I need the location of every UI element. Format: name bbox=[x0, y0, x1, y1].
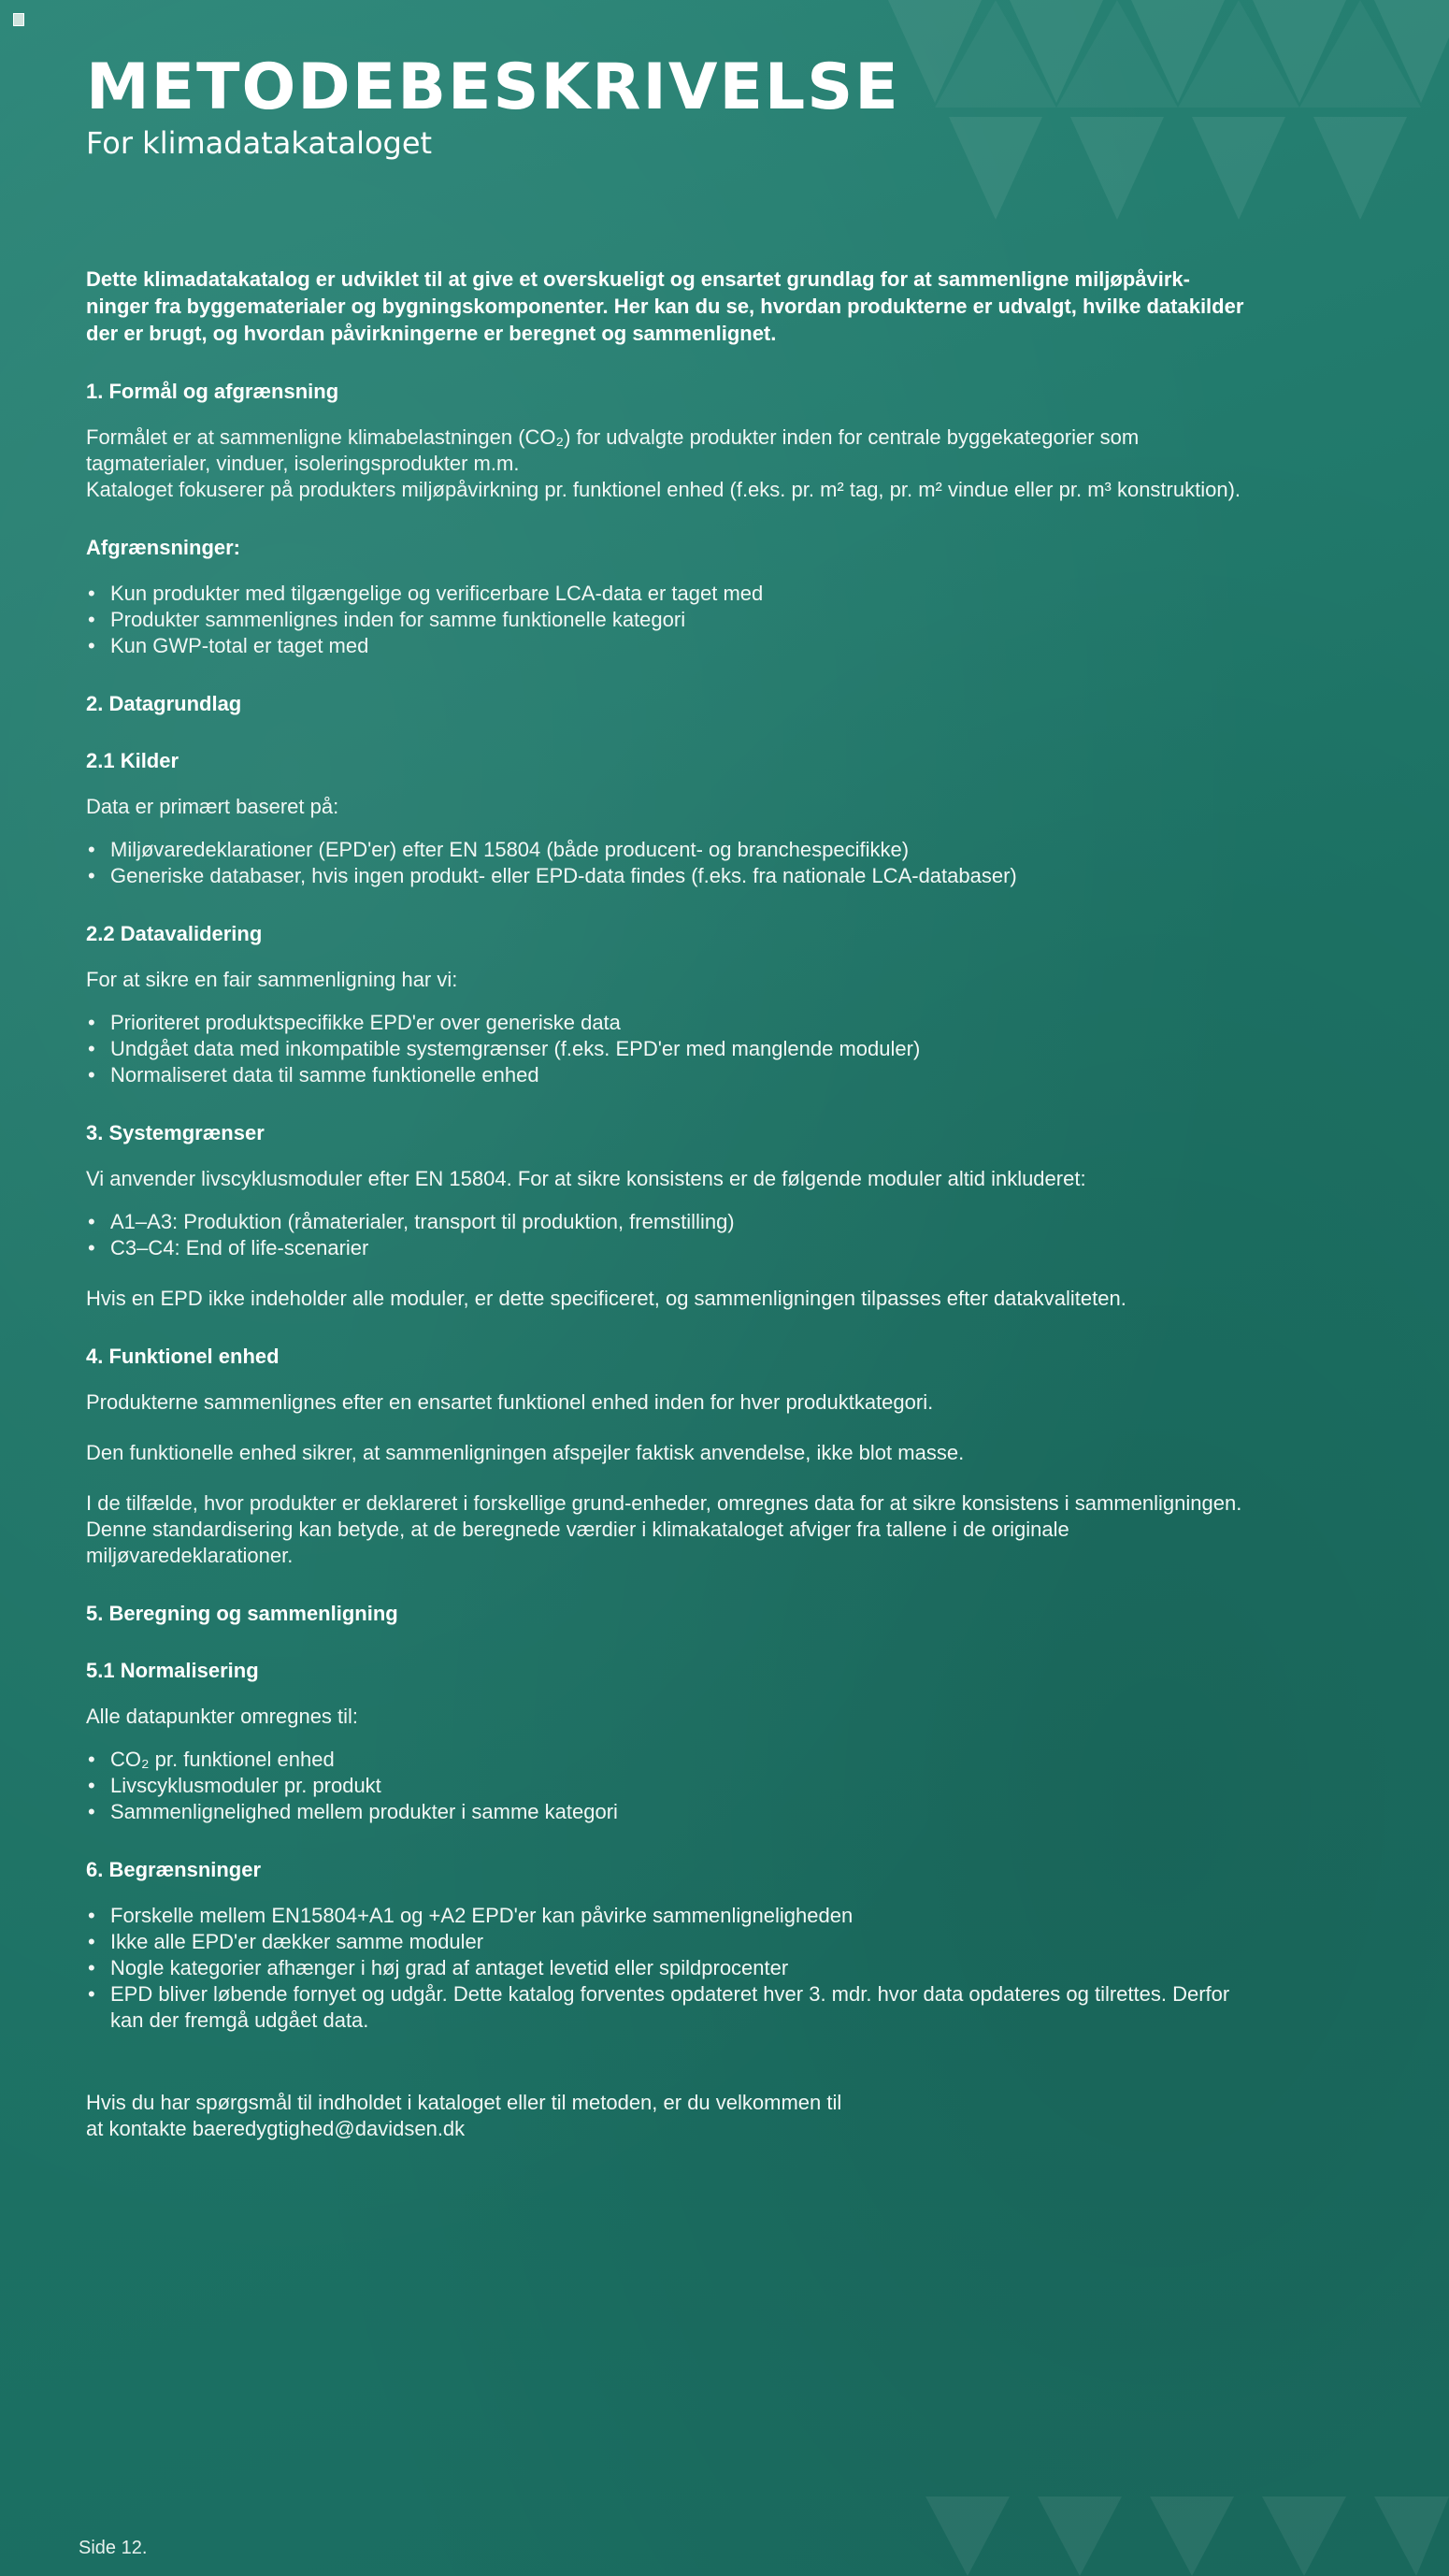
list-item: • CO₂ pr. funktionel enhed bbox=[86, 1747, 1245, 1773]
sources-intro: Data er primært baseret på: bbox=[86, 795, 339, 818]
method-description-page bbox=[86, 50, 1245, 2142]
page-title: METODEBESKRIVELSE bbox=[86, 50, 900, 124]
list-item: • Livscyklusmoduler pr. produkt bbox=[86, 1773, 1245, 1799]
limitations-list bbox=[86, 581, 1245, 659]
section-heading-purpose: 1. Formål og afgrænsning bbox=[86, 380, 339, 403]
intro-paragraph: Dette klimadatakatalog er udviklet til at give et overskueligt og ensartet grundlag for at sammenligne miljøpåvirkninger fra byggematerialer og bygningskomponenter. Her kan du se, hvordan produkterne er udvalgt, hvilke datakilder der er brugt, og hvordan påvirkningerne er beregnet og sammenlignet. bbox=[86, 267, 1244, 345]
list-item: • Miljøvaredeklarationer (EPD'er) efter EN 15804 (både producent- og branchespecifikke) bbox=[86, 837, 1245, 863]
section-heading-calculation: 5. Beregning og sammenligning bbox=[86, 1602, 398, 1625]
list-item: • Generiske databaser, hvis ingen produkt- eller EPD-data findes (f.eks. fra nationale LCA-databaser) bbox=[86, 863, 1245, 889]
validation-list bbox=[86, 1010, 1245, 1088]
section-heading-validation: 2.2 Datavalidering bbox=[86, 922, 263, 945]
section-heading-limitations: Afgrænsninger: bbox=[86, 536, 240, 559]
list-item: • Prioriteret produktspecifikke EPD'er over generiske data bbox=[86, 1010, 1245, 1036]
contact-line-1: Hvis du har spørgsmål til indholdet i kataloget eller til metoden, er du velkommen til bbox=[86, 2091, 842, 2114]
contact-line-2[interactable]: at kontakte baeredygtighed@davidsen.dk bbox=[86, 2117, 466, 2140]
functional-unit-text-2: Den funktionelle enhed sikrer, at sammenligningen afspejler faktisk anvendelse, ikke blot masse. bbox=[86, 1441, 965, 1464]
purpose-line-2: Kataloget fokuserer på produkters miljøpåvirkning pr. funktionel enhed (f.eks. pr. m² tag, pr. m² vindue eller pr. m³ konstruktion). bbox=[86, 478, 1241, 501]
list-item: • Undgået data med inkompatible systemgrænser (f.eks. EPD'er med manglende moduler) bbox=[86, 1036, 1245, 1062]
system-boundaries-intro: Vi anvender livscyklusmoduler efter EN 15804. For at sikre konsistens er de følgende moduler altid inkluderet: bbox=[86, 1167, 1086, 1190]
list-item: • Kun produkter med tilgængelige og verificerbare LCA-data er taget med bbox=[86, 581, 1245, 607]
list-item: • C3–C4: End of life-scenarier bbox=[86, 1235, 1245, 1261]
list-item: • Forskelle mellem EN15804+A1 og +A2 EPD'er kan påvirke sammenligneligheden bbox=[86, 1903, 1245, 1929]
system-boundaries-note: Hvis en EPD ikke indeholder alle moduler, er dette specificeret, og sammenligningen tilpasses efter datakvaliteten. bbox=[86, 1287, 1126, 1310]
page-number: Side 12. bbox=[79, 2538, 148, 2558]
functional-unit-text-3: I de tilfælde, hvor produkter er deklareret i forskellige grund-enheder, omregnes data for at sikre konsistens i sammenligningen. Denne standardisering kan betyde, at de beregnede værdier i klimakataloget afviger fra tallene i de originale miljøvaredeklarationer. bbox=[86, 1491, 1242, 1567]
list-item: • Sammenlignelighed mellem produkter i samme kategori bbox=[86, 1799, 1245, 1825]
sources-list bbox=[86, 837, 1245, 889]
normalization-list bbox=[86, 1747, 1245, 1825]
section-heading-constraints: 6. Begrænsninger bbox=[86, 1858, 262, 1881]
section-heading-data-basis: 2. Datagrundlag bbox=[86, 692, 242, 715]
section-heading-system-boundaries: 3. Systemgrænser bbox=[86, 1121, 265, 1144]
list-item: • Ikke alle EPD'er dækker samme moduler bbox=[86, 1929, 1245, 1955]
purpose-line-1: Formålet er at sammenligne klimabelastningen (CO₂) for udvalgte produkter inden for centrale byggekategorier som tagmaterialer, vinduer, isoleringsprodukter m.m. bbox=[86, 425, 1140, 475]
list-item: • Nogle kategorier afhænger i høj grad af antaget levetid eller spildprocenter bbox=[86, 1955, 1245, 1981]
list-item: • A1–A3: Produktion (råmaterialer, transport til produktion, fremstilling) bbox=[86, 1209, 1245, 1235]
validation-intro: For at sikre en fair sammenligning har vi: bbox=[86, 968, 458, 991]
functional-unit-text-1: Produkterne sammenlignes efter en ensartet funktionel enhed inden for hver produktkategori. bbox=[86, 1390, 934, 1414]
page-subtitle: For klimadatakataloget bbox=[86, 125, 433, 161]
section-heading-functional-unit: 4. Funktionel enhed bbox=[86, 1345, 280, 1368]
contact-text bbox=[86, 2090, 1245, 2142]
section-heading-sources: 2.1 Kilder bbox=[86, 749, 179, 772]
section-heading-normalization: 5.1 Normalisering bbox=[86, 1659, 259, 1682]
purpose-text bbox=[86, 425, 1245, 503]
list-item: • Produkter sammenlignes inden for samme funktionelle kategori bbox=[86, 607, 1245, 633]
constraints-list bbox=[86, 1903, 1245, 2034]
list-item: • EPD bliver løbende fornyet og udgår. Dette katalog forventes opdateret hver 3. mdr. hvor data opdateres og tilrettes. Derfor kan der fremgå udgået data. bbox=[86, 1981, 1245, 2034]
normalization-intro: Alle datapunkter omregnes til: bbox=[86, 1705, 359, 1728]
corner-marker bbox=[13, 13, 24, 26]
triangle-pattern-decoration-bottom bbox=[925, 2487, 1449, 2576]
list-item: • Kun GWP-total er taget med bbox=[86, 633, 1245, 659]
modules-list bbox=[86, 1209, 1245, 1261]
list-item: • Normaliseret data til samme funktionelle enhed bbox=[86, 1062, 1245, 1088]
